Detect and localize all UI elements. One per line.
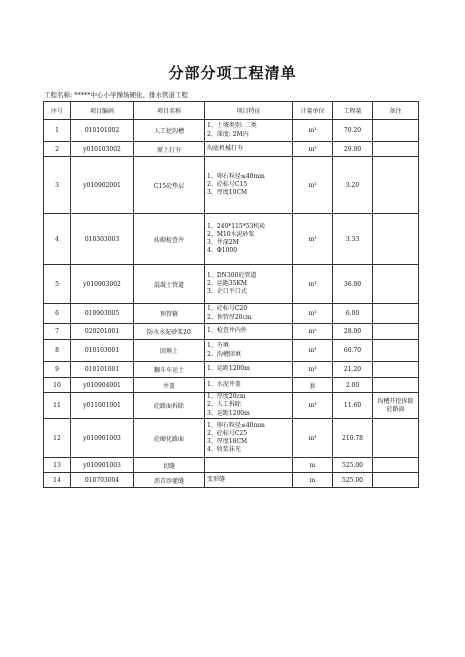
feature-line: 2、预管厚20cm <box>207 313 252 321</box>
header-qty: 工程量 <box>333 102 373 120</box>
cell-qty: 28.00 <box>333 324 373 340</box>
cell-unit: m³ <box>293 214 333 265</box>
cell-qty: 3.20 <box>333 157 373 214</box>
cell-note <box>373 214 419 265</box>
cell-note <box>373 157 419 214</box>
cell-no: 12 <box>44 419 71 458</box>
cell-qty: 525.00 <box>333 473 373 488</box>
feature-line: 2、深度: 2M内 <box>207 130 249 138</box>
cell-code: y011001001 <box>71 393 134 419</box>
header-code: 项目编码 <box>71 102 134 120</box>
cell-no: 10 <box>44 378 71 393</box>
cell-name: 沥青沙灌缝 <box>134 473 205 488</box>
table-row <box>44 393 419 419</box>
feature-line: 1、厚度20cm <box>207 393 246 401</box>
header-unit: 计量单位 <box>293 102 333 120</box>
cell-note <box>373 362 419 378</box>
cell-code: y010901003 <box>71 419 134 458</box>
cell-note: 沟槽开挖拆除砼路面 <box>373 393 419 419</box>
cell-features <box>205 120 293 142</box>
feature-line: 2、砼标号C25 <box>207 429 248 437</box>
table-row <box>44 120 419 142</box>
table-row <box>44 214 419 265</box>
cell-note <box>373 142 419 157</box>
feature-line: 1、卵石粒径≤40mm <box>207 421 265 429</box>
cell-unit: m² <box>293 142 333 157</box>
feature-line: 1、夯填 <box>207 342 229 350</box>
cell-name: 切缝 <box>134 458 205 473</box>
table-row <box>44 324 419 340</box>
cell-unit: m³ <box>293 304 333 324</box>
cell-features <box>205 362 293 378</box>
table-row <box>44 473 419 488</box>
cell-qty: 21.20 <box>333 362 373 378</box>
cell-name: 原土打夯 <box>134 142 205 157</box>
feature-line: 3、厚度10CM <box>207 189 248 197</box>
feature-line: 1、砼标号C20 <box>207 305 248 313</box>
cell-features <box>205 265 293 304</box>
cell-no: 6 <box>44 304 71 324</box>
feature-line: 3、运距1200m <box>207 409 250 417</box>
cell-code: 010101001 <box>71 362 134 378</box>
cell-unit: m <box>293 473 333 488</box>
cell-code: y010902001 <box>71 157 134 214</box>
document-title: 分部分项工程清单 <box>168 64 297 82</box>
feature-line: 1、运距1200m <box>207 365 250 373</box>
header-note: 备注 <box>373 102 419 120</box>
cell-qty: 2.00 <box>333 378 373 393</box>
feature-line: 2、M10水泥砂浆 <box>207 230 255 238</box>
cell-note <box>373 304 419 324</box>
cell-features <box>205 214 293 265</box>
cell-note <box>373 340 419 362</box>
cell-name: 井盖 <box>134 378 205 393</box>
cell-qty: 6.00 <box>333 304 373 324</box>
cell-code: y010903002 <box>71 265 134 304</box>
cell-features <box>205 393 293 419</box>
feature-line: 沟底机械打夯 <box>207 144 244 152</box>
table-row <box>44 458 419 473</box>
feature-line: 2、人工拆除 <box>207 401 241 409</box>
table-row <box>44 142 419 157</box>
cell-no: 4 <box>44 214 71 265</box>
feature-line: 变形缝 <box>207 475 226 483</box>
feature-line: 2、沟槽回填 <box>207 350 241 358</box>
cell-features <box>205 324 293 340</box>
cell-code: 010903005 <box>71 304 134 324</box>
table-row <box>44 265 419 304</box>
cell-code: 010103001 <box>71 340 134 362</box>
cell-unit: m³ <box>293 362 333 378</box>
cell-name: C15砼垫层 <box>134 157 205 214</box>
feature-line: 1、土壤类别: 二类 <box>207 122 257 130</box>
cell-unit: m³ <box>293 120 333 142</box>
feature-line: 1、DN300砼管道 <box>207 271 257 279</box>
cell-no: 13 <box>44 458 71 473</box>
cell-name: 回填土 <box>134 340 205 362</box>
cell-features <box>205 157 293 214</box>
cell-code: y010904001 <box>71 378 134 393</box>
cell-qty: 525.00 <box>333 458 373 473</box>
cell-unit: m³ <box>293 157 333 214</box>
cell-no: 11 <box>44 393 71 419</box>
cell-code: y010103002 <box>71 142 134 157</box>
cell-name: 砼硬化路面 <box>134 419 205 458</box>
cell-code: y010901003 <box>71 458 134 473</box>
feature-line: 2、运距35KM <box>207 279 248 287</box>
cell-no: 1 <box>44 120 71 142</box>
cell-note <box>373 378 419 393</box>
table-row <box>44 378 419 393</box>
table-header-row <box>44 102 419 120</box>
cell-qty: 3.33 <box>333 214 373 265</box>
table-row <box>44 304 419 324</box>
cell-code: 010703004 <box>71 473 134 488</box>
cell-no: 3 <box>44 157 71 214</box>
cell-code: 010101002 <box>71 120 134 142</box>
cell-no: 14 <box>44 473 71 488</box>
cell-qty: 60.70 <box>333 340 373 362</box>
cell-unit: m³ <box>293 393 333 419</box>
cell-qty: 29.00 <box>333 142 373 157</box>
cell-unit: 套 <box>293 378 333 393</box>
cell-code: 020201001 <box>71 324 134 340</box>
feature-line: 1、240*115*53机砖 <box>207 222 266 230</box>
cell-name: 砼路面拆除 <box>134 393 205 419</box>
cell-features <box>205 473 293 488</box>
table-row <box>44 157 419 214</box>
feature-line: 4、收浆抹光 <box>207 446 241 454</box>
cell-features <box>205 458 293 473</box>
feature-line: 2、砼标号C15 <box>207 180 248 188</box>
cell-no: 5 <box>44 265 71 304</box>
cell-code: 010303003 <box>71 214 134 265</box>
cell-note <box>373 120 419 142</box>
cell-name: 翻斗车运土 <box>134 362 205 378</box>
cell-qty: 36.00 <box>333 265 373 304</box>
cell-features <box>205 304 293 324</box>
cell-note <box>373 265 419 304</box>
cell-no: 7 <box>44 324 71 340</box>
table-row <box>44 362 419 378</box>
cell-name: 混凝土管道 <box>134 265 205 304</box>
cell-note <box>373 419 419 458</box>
table-row <box>44 340 419 362</box>
cell-name: 砖砌检查井 <box>134 214 205 265</box>
cell-unit: m <box>293 458 333 473</box>
feature-line: 3、厚度18CM <box>207 438 248 445</box>
feature-line: 4、Φ1000 <box>207 247 238 255</box>
cell-note <box>373 324 419 340</box>
table-row <box>44 419 419 458</box>
cell-features <box>205 142 293 157</box>
cell-features <box>205 419 293 458</box>
cell-name: 防水水泥砂浆20 <box>134 324 205 340</box>
feature-line: 3、井深2M <box>207 239 239 246</box>
header-features: 项目特征 <box>205 102 293 120</box>
cell-features <box>205 378 293 393</box>
cell-note <box>373 473 419 488</box>
header-name: 项目名称 <box>134 102 205 120</box>
bill-table <box>43 101 419 488</box>
cell-note <box>373 458 419 473</box>
project-name: 工程名称: *****中心小学操场硬化、排水管道工程 <box>44 91 189 99</box>
cell-name: 人工挖沟槽 <box>134 120 205 142</box>
cell-qty: 210.78 <box>333 419 373 458</box>
cell-qty: 11.60 <box>333 393 373 419</box>
cell-qty: 70.20 <box>333 120 373 142</box>
cell-features <box>205 340 293 362</box>
cell-name: 预管箍 <box>134 304 205 324</box>
cell-unit: m³ <box>293 340 333 362</box>
feature-line: 1、卵石粒径≤40mm <box>207 172 265 180</box>
cell-no: 2 <box>44 142 71 157</box>
cell-unit: m² <box>293 324 333 340</box>
cell-unit: m³ <box>293 265 333 304</box>
cell-no: 8 <box>44 340 71 362</box>
cell-no: 9 <box>44 362 71 378</box>
header-no: 序号 <box>44 102 71 120</box>
cell-unit: m³ <box>293 419 333 458</box>
feature-line: 3、企口平口式 <box>207 288 247 296</box>
feature-line: 1、检查井内外 <box>207 327 247 335</box>
feature-line: 1、水泥井盖 <box>207 380 241 388</box>
